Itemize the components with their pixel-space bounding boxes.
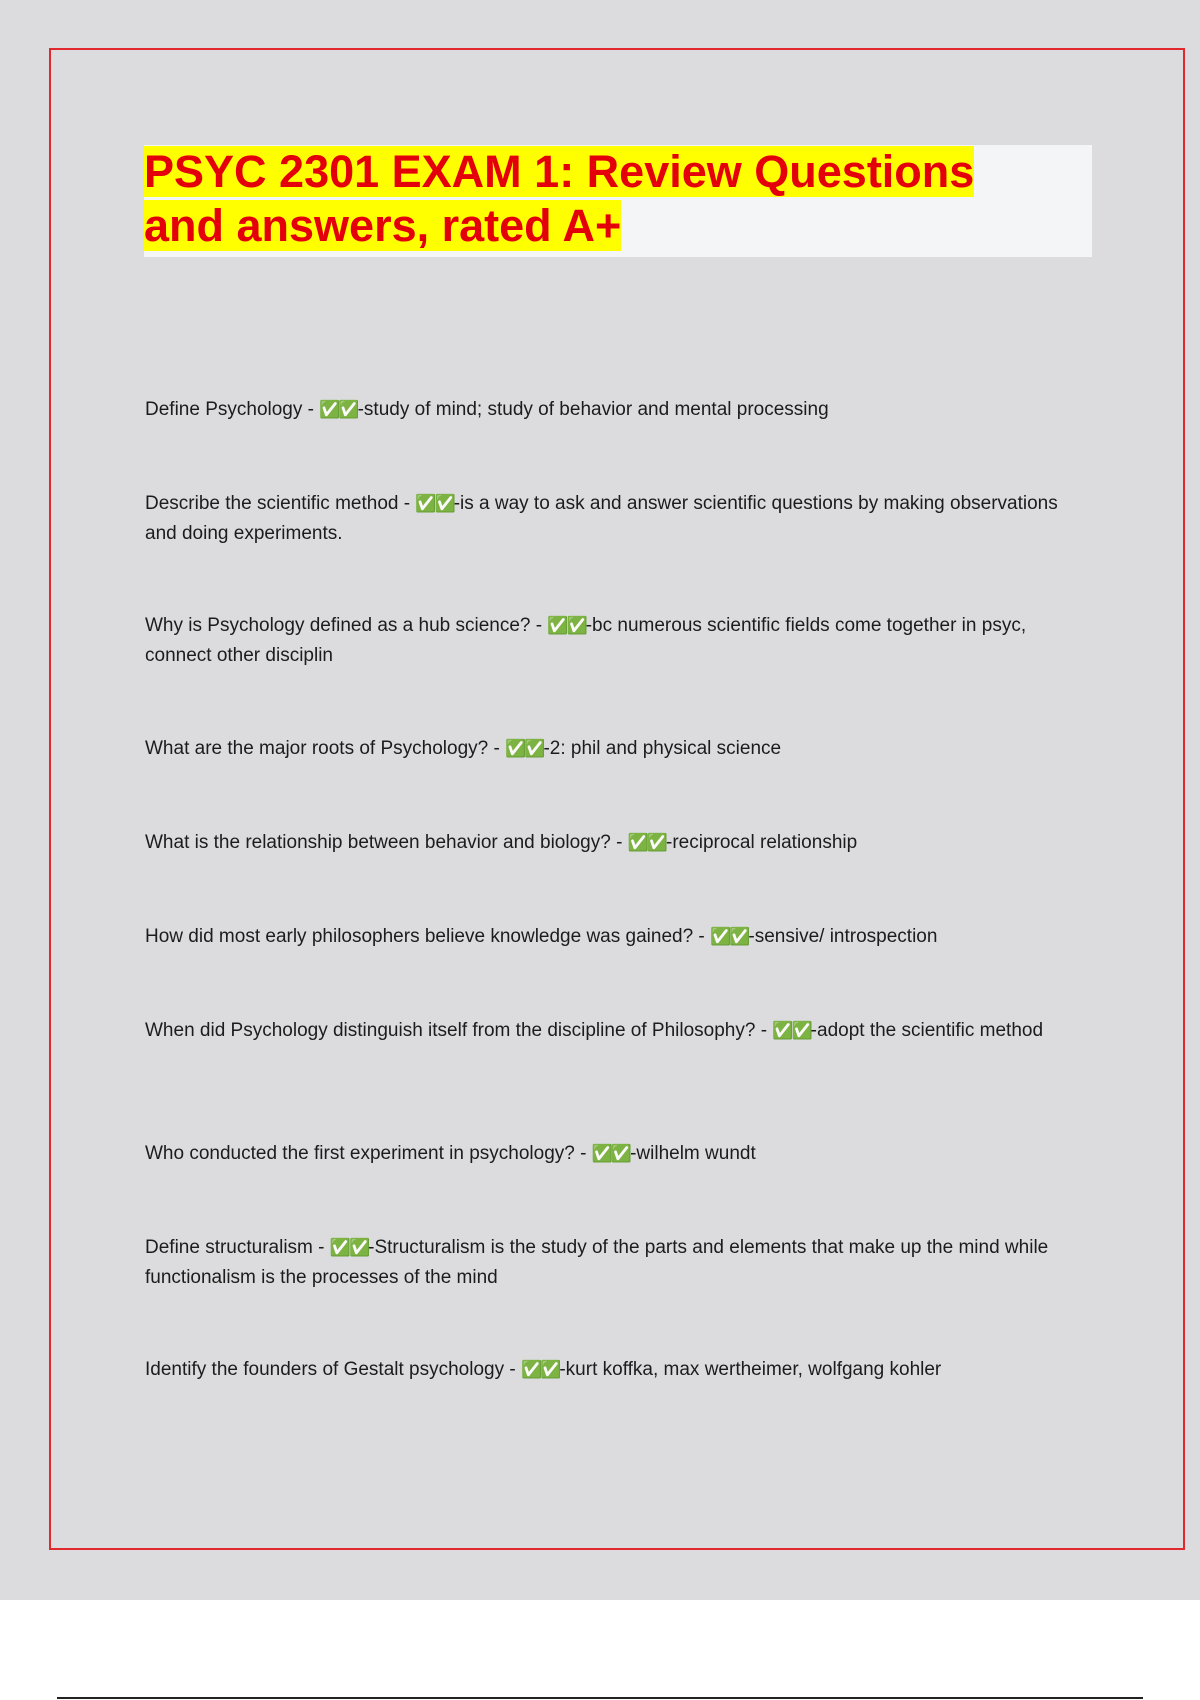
answer-text: -sensive/ introspection <box>748 926 938 947</box>
separator: - <box>398 493 416 514</box>
qa-item-6 <box>145 922 1090 952</box>
separator: - <box>693 926 711 947</box>
double-check-icon: ✅✅ <box>547 616 586 636</box>
qa-item-2 <box>145 489 1090 548</box>
separator: - <box>302 399 320 420</box>
double-check-icon: ✅✅ <box>521 1360 560 1380</box>
qa-item-1 <box>145 395 1090 425</box>
answer-text: -bc numerous scientific fields come together in psyc, connect other disciplin <box>145 615 1027 666</box>
footer-rule <box>57 1697 1143 1699</box>
double-check-icon: ✅✅ <box>772 1021 811 1041</box>
question-text: Who conducted the first experiment in psychology? <box>145 1143 575 1164</box>
double-check-icon: ✅✅ <box>627 833 667 853</box>
separator: - <box>574 1143 592 1164</box>
question-text: What is the relationship between behavior and biology? <box>145 832 611 853</box>
question-text: Identify the founders of Gestalt psychology <box>145 1359 505 1380</box>
qa-item-7 <box>145 1016 1090 1046</box>
separator: - <box>755 1020 773 1041</box>
question-text: Describe the scientific method <box>145 493 399 514</box>
double-check-icon: ✅✅ <box>710 927 749 947</box>
separator: - <box>504 1359 521 1380</box>
double-check-icon: ✅✅ <box>329 1238 369 1258</box>
double-check-icon: ✅✅ <box>505 739 544 759</box>
page-frame <box>49 48 1185 1550</box>
question-text: When did Psychology distinguish itself from the discipline of Philosophy? <box>145 1020 756 1041</box>
question-text: What are the major roots of Psychology? <box>145 738 489 759</box>
question-text: Why is Psychology defined as a hub science? <box>145 615 531 636</box>
answer-text: -adopt the scientific method <box>810 1020 1044 1041</box>
answer-text: -Structuralism is the study of the parts and elements that make up the mind while functionalism is the processes of the mind <box>145 1237 1049 1288</box>
question-text: How did most early philosophers believe knowledge was gained? <box>145 926 694 947</box>
double-check-icon: ✅✅ <box>415 494 454 514</box>
document-title <box>144 145 1044 253</box>
title-highlight: PSYC 2301 EXAM 1: Review Questions and answers, rated A+ <box>144 146 975 251</box>
qa-item-10 <box>145 1355 1090 1385</box>
separator: - <box>312 1237 330 1258</box>
separator: - <box>610 832 628 853</box>
qa-item-9 <box>145 1233 1090 1292</box>
answer-text: -kurt koffka, max wertheimer, wolfgang kohler <box>559 1359 942 1380</box>
separator: - <box>488 738 506 759</box>
separator: - <box>530 615 548 636</box>
answer-text: -2: phil and physical science <box>543 738 782 759</box>
question-text: Define structuralism <box>145 1237 313 1258</box>
answer-text: -study of mind; study of behavior and mental processing <box>357 399 829 420</box>
qa-item-3 <box>145 611 1090 670</box>
answer-text: -is a way to ask and answer scientific questions by making observations and doing experiments. <box>145 493 1058 544</box>
qa-item-4 <box>145 734 1090 764</box>
question-text: Define Psychology <box>145 399 303 420</box>
qa-item-8 <box>145 1139 1090 1169</box>
double-check-icon: ✅✅ <box>319 400 358 420</box>
qa-item-5 <box>145 828 1090 858</box>
double-check-icon: ✅✅ <box>591 1144 631 1164</box>
answer-text: -wilhelm wundt <box>630 1143 756 1164</box>
answer-text: -reciprocal relationship <box>666 832 858 853</box>
